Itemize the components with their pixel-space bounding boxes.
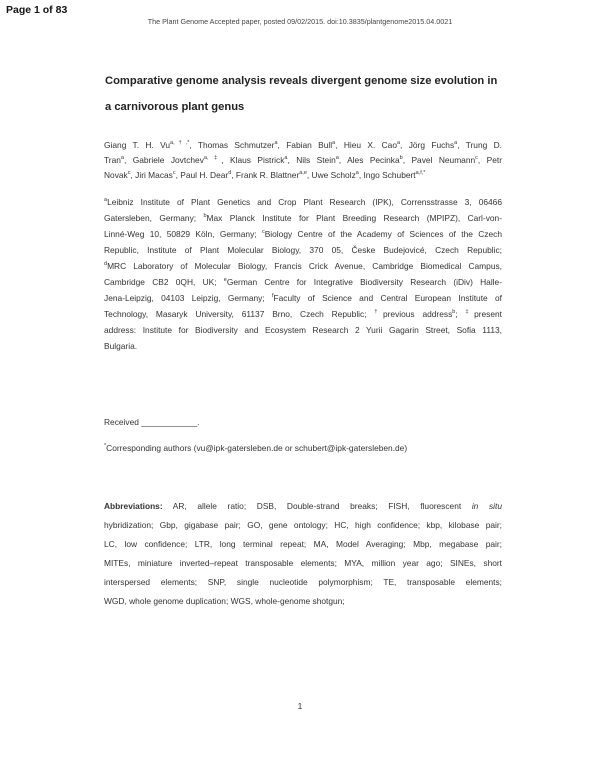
author-affiliation-mark: b [399,155,403,162]
author-affiliation-mark: a [335,155,339,162]
abbreviation-line: MITEs, miniature inverted–repeat transposable elements; MYA, million year ago; SINEs, short [104,558,502,568]
author-affiliation-mark: a [355,170,359,177]
affiliation-line [104,261,502,273]
author-name: , Trung D. [457,140,502,150]
affiliation-line [104,229,502,241]
title-line: a carnivorous plant genus [105,101,245,113]
affiliation-mark: d [104,261,108,268]
author-name: , Ingo Schubert [358,170,416,180]
affiliation-text: Jena-Leipzig, 04103 Leipzig, Germany; [104,293,272,303]
affiliation-text: Max Planck Institute for Plant Breeding Research (MPIPZ), Carl-von- [206,213,502,223]
affiliation-mark: a [104,197,108,204]
affiliation-text: Technology, Masaryk University, 61137 Brno, Czech Republic; [104,309,375,319]
author-affiliation-mark: a, ‡ [203,155,222,162]
affiliation-text: Faculty of Science and Central European Institute of [273,293,502,303]
affiliation-text: present [474,309,503,319]
affiliation-text: Linné-Weg 10, 50829 Köln, Germany; [104,229,262,239]
author-affiliation-mark: a [332,140,336,147]
author-name: , Ales Pecinka [338,155,400,165]
abbreviation-line: LC, low confidence; LTR, long terminal repeat; MA, Model Averaging; Mbp, megabase pair; [104,539,502,549]
author-name: Novak [104,170,128,180]
affiliation-line [104,309,502,321]
affiliation-text: previous address [382,309,453,319]
author-name: Tran [104,155,121,165]
affiliation-line [104,277,502,289]
received-line: Received ____________. [104,417,200,427]
affiliation-mark: † [374,309,383,316]
affiliation-text: Biology Centre of the Academy of Sciences of the Czech [264,229,502,239]
author-affiliation-mark: a [396,140,401,147]
author-name: , Frank R. Blattner [231,170,300,180]
author-line [104,170,502,182]
author-affiliation-mark: a [274,140,278,147]
affiliation-text: Leibniz Institute of Plant Genetics and Crop Plant Research (IPK), Corrensstrasse 3, 06466 [107,197,502,207]
affiliation-text: Bulgaria. [104,341,138,351]
author-affiliation-mark: d [228,170,232,177]
affiliation-mark: ‡ [465,309,475,316]
author-name: , Fabian Bull [277,140,333,150]
affiliation-text: German Centre for Integrative Biodiversity Research (iDiv) Halle- [226,277,502,287]
author-affiliation-mark: c [475,155,478,162]
author-name: , Jörg Fuchs [400,140,455,150]
abbreviation-line: interspersed elements; SNP, single nucleotide polymorphism; TE, transposable elements; [104,577,502,587]
affiliation-text: MRC Laboratory of Molecular Biology, Francis Crick Avenue, Cambridge Biomedical Campus, [107,261,502,271]
abbreviation-line: hybridization; Gbp, gigabase pair; GO, gene ontology; HC, high confidence; kbp, kilobase pair; [104,520,502,530]
author-affiliation-mark: a,e [299,170,307,177]
abbreviation-text: AR, allele ratio; DSB, Double-strand breaks; FISH, fluorescent [172,501,472,511]
corresponding-authors [104,443,407,453]
author-name: Giang T. H. Vu [104,140,171,150]
page-number: 1 [297,701,303,711]
affiliation-text: Republic, Institute of Plant Molecular Biology, 370 05, Česke Budejovicé, Czech Republic; [104,245,502,255]
affiliation-line [104,197,502,209]
author-name: , Paul H. Dear [175,170,229,180]
abbreviation-line: WGD, whole genome duplication; WGS, whole-genome shotgun; [104,596,345,606]
author-name: , Gabriele Jovtchev [123,155,204,165]
author-name: , Klaus Pistrick [221,155,285,165]
affiliation-mark: b [452,309,456,316]
corresponding-text: Corresponding authors (vu@ipk-gatersleben.de or schubert@ipk-gatersleben.de) [106,443,408,453]
page-count: Page 1 of 83 [6,4,68,16]
affiliation-line [104,325,502,337]
author-name: , Thomas Schmutzer [189,140,275,150]
abbreviation-line [104,501,502,513]
affiliation-text: ; [455,309,466,319]
abbreviations-label: Abbreviations: [104,501,163,511]
author-affiliation-mark: a [454,140,458,147]
author-name: , Hieu X. Cao [335,140,397,150]
affiliation-text: Gatersleben, Germany; [104,213,204,223]
affiliation-mark: e [223,277,227,284]
affiliation-text: address: Institute for Biodiversity and Ecosystem Research 2 Yurii Gagarin Street, Sofia 1113, [104,325,502,335]
author-name: , Uwe Scholz [306,170,356,180]
running-header: The Plant Genome Accepted paper, posted 09/02/2015. doi:10.3835/plantgenome2015.04.0021 [147,17,453,26]
author-affiliation-mark: a [120,155,124,162]
affiliation-mark: f [271,293,274,300]
author-affiliation-mark: a,f,* [415,170,426,177]
author-line [104,140,502,152]
affiliation-text: Cambridge CB2 0QH, UK; [104,277,224,287]
author-affiliation-mark: a [284,155,288,162]
affiliation-line [104,293,502,305]
author-affiliation-mark: c [127,170,131,177]
affiliation-line [104,213,502,225]
affiliation-line [104,245,502,257]
author-line [104,155,502,167]
author-name: , Jiri Macas [130,170,173,180]
affiliation-line [104,341,502,353]
author-affiliation-mark: a,†,* [170,140,190,147]
abbreviation-italic: in situ [471,501,502,511]
affiliation-mark: c [261,229,265,236]
title-line: Comparative genome analysis reveals divergent genome size evolution in [105,75,498,87]
author-name: , Petr [477,155,503,165]
author-name: , Nils Stein [287,155,336,165]
author-name: , Pavel Neumann [402,155,476,165]
author-affiliation-mark: c [172,170,176,177]
affiliation-mark: b [203,213,207,220]
corresponding-mark: * [104,443,107,450]
